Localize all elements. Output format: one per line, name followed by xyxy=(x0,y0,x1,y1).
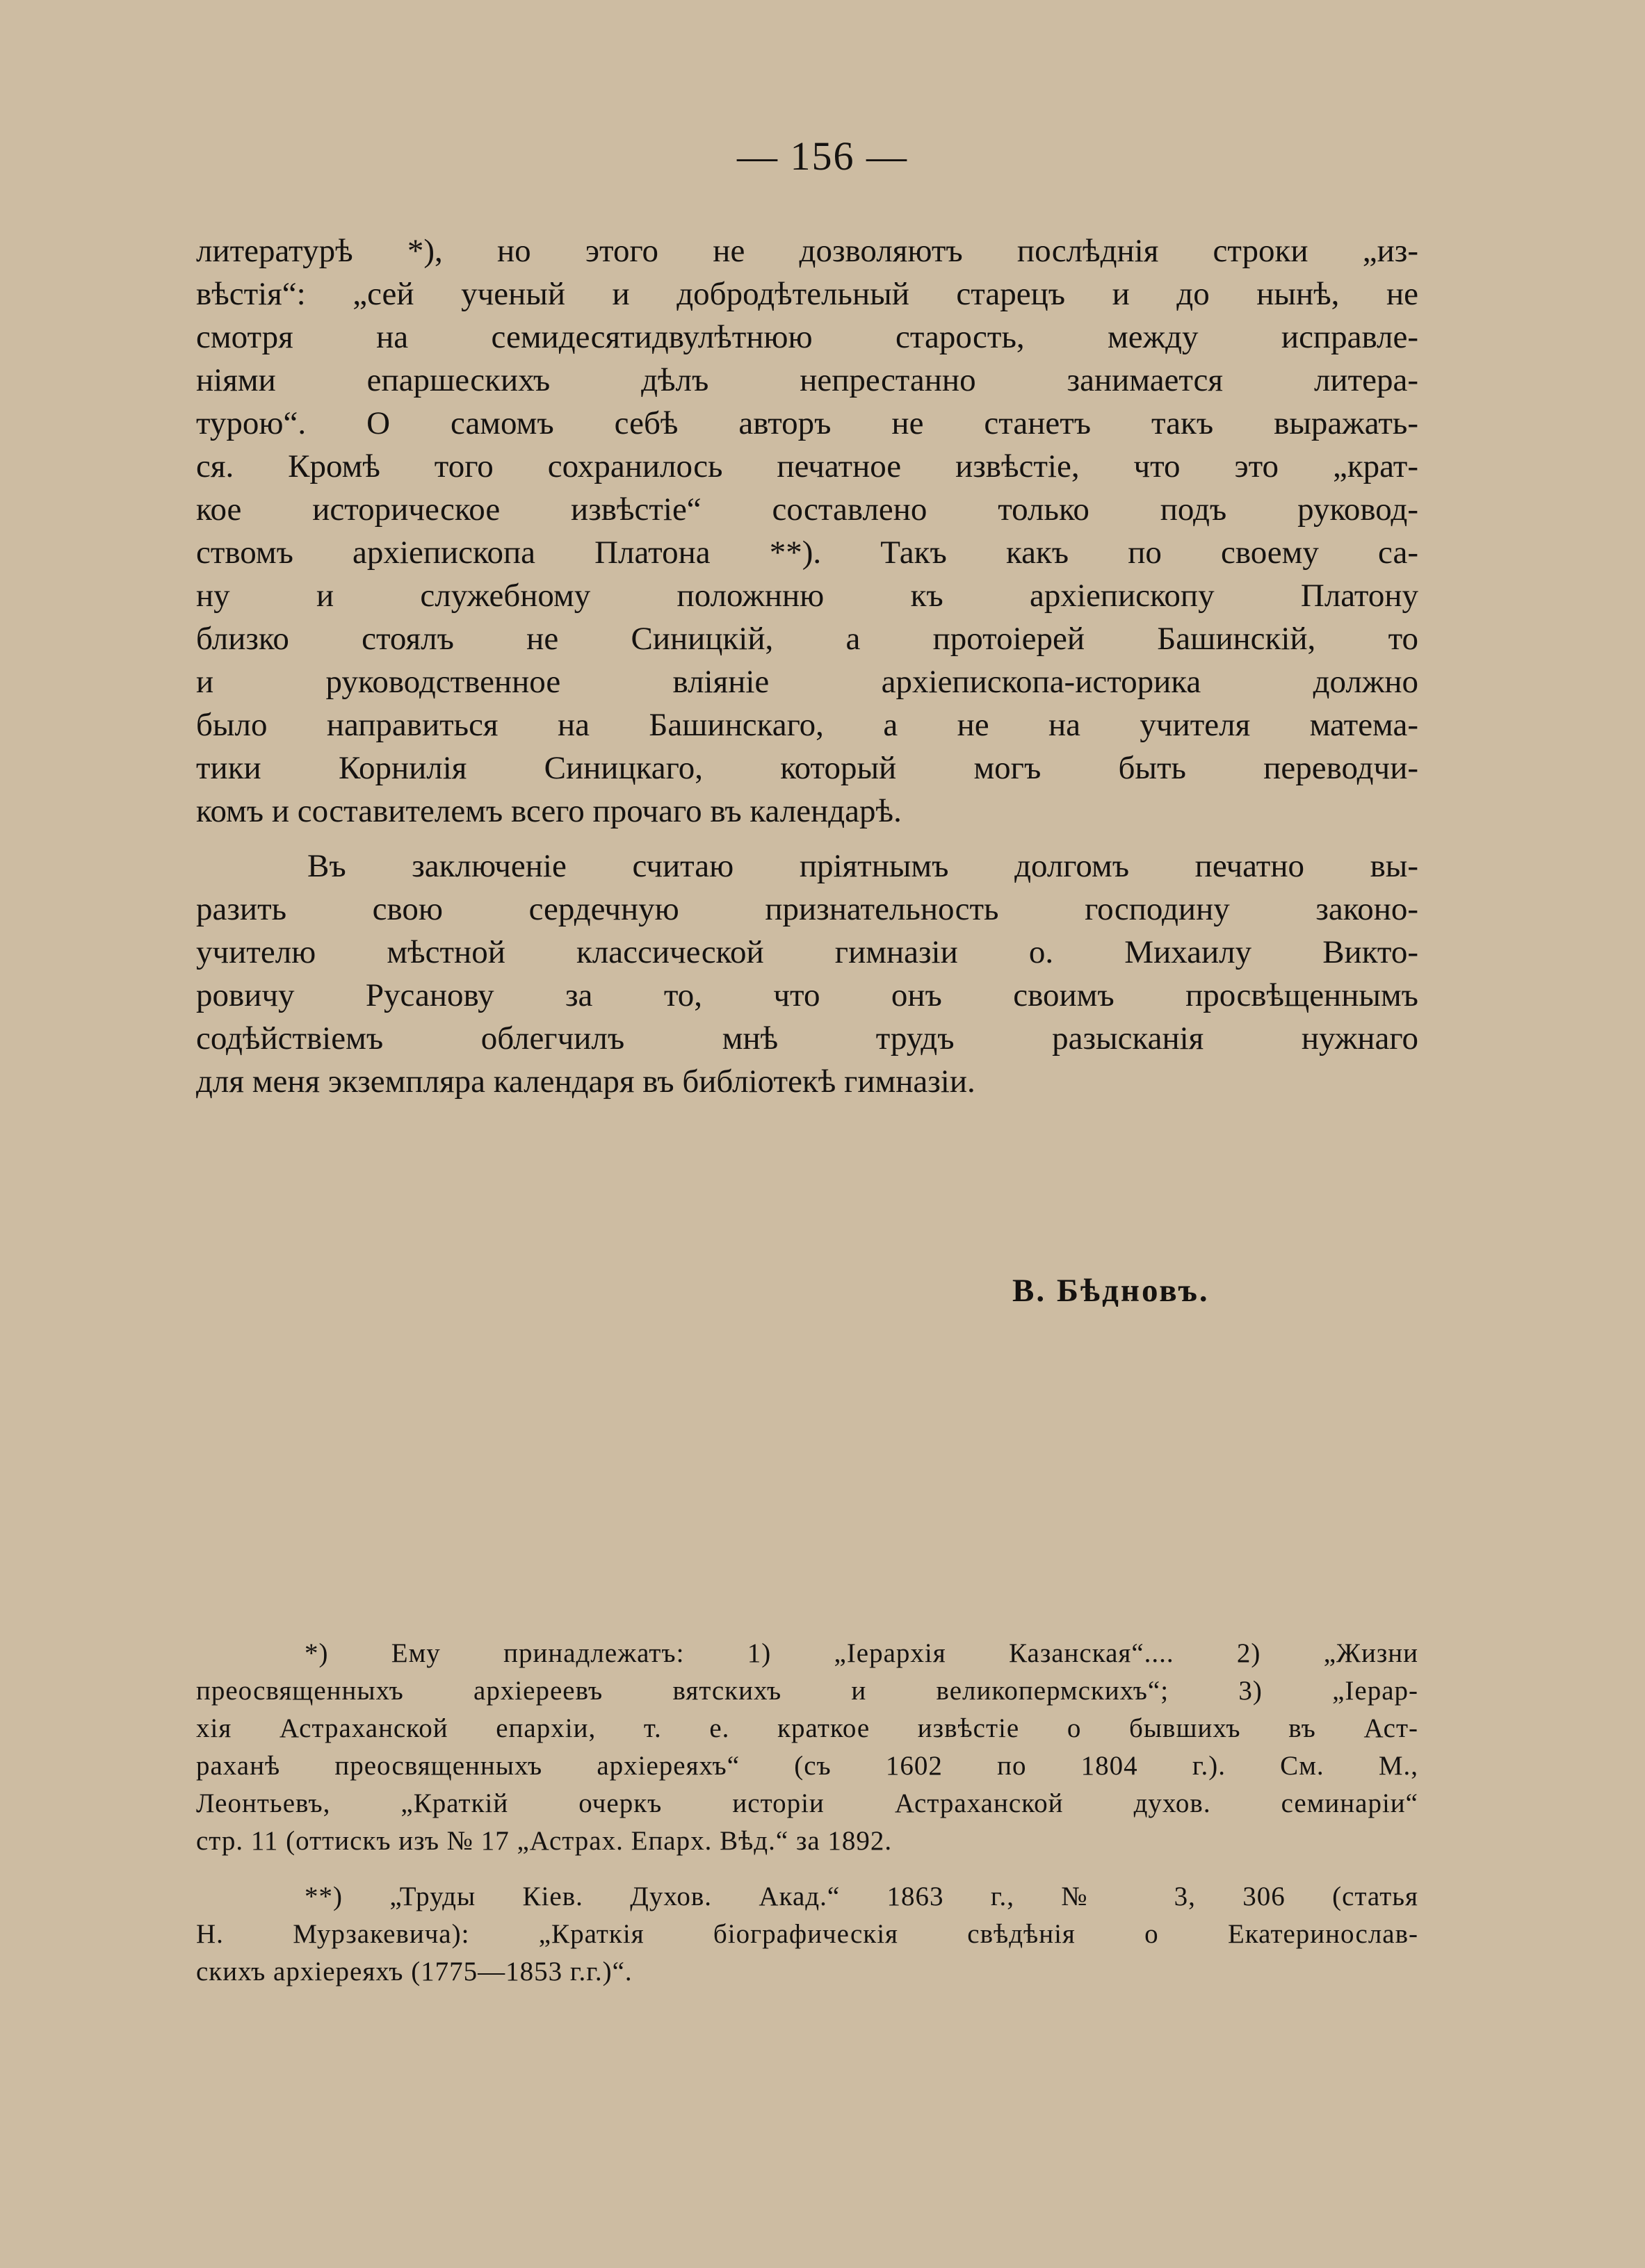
footnote-line: скихъ архіереяхъ (1775—1853 г.г.)“. xyxy=(196,1957,633,1986)
text-line: кое историческое извѣстіе“ составлено только подъ руковод- xyxy=(196,491,1418,528)
footnotes xyxy=(196,1635,1418,1991)
text-line: ровичу Русанову за то, что онъ своимъ просвѣщеннымъ xyxy=(196,977,1418,1013)
text-line: тики Корнилія Синицкаго, который могъ быть переводчи- xyxy=(196,750,1418,786)
text-line: литературѣ *), но этого не дозволяютъ послѣднія строки „из- xyxy=(196,233,1418,269)
footnote-2 xyxy=(196,1878,1418,1991)
footnote-line: стр. 11 (оттискъ изъ № 17 „Астрах. Епарх. Вѣд.“ за 1892. xyxy=(196,1826,893,1856)
main-text xyxy=(196,229,1418,1103)
page-number: — 156 — xyxy=(737,133,908,179)
text-line: ну и служебному положнню къ архіепископу Платону xyxy=(196,578,1418,614)
text-line: смотря на семидесятидвулѣтнюю старость, между исправле- xyxy=(196,319,1418,355)
text-line: комъ и составителемъ всего прочаго въ календарѣ. xyxy=(196,793,902,829)
footnote-line: хія Астраханской епархіи, т. е. краткое извѣстіе о бывшихъ въ Аст- xyxy=(196,1713,1418,1743)
text-line: было направиться на Башинскаго, а не на учителя матема- xyxy=(196,707,1418,743)
footnote-line: преосвященныхъ архіереевъ вятскихъ и великопермскихъ“; 3) „Іерар- xyxy=(196,1676,1418,1706)
text-line: турою“. О самомъ себѣ авторъ не станетъ такъ выражать- xyxy=(196,405,1418,441)
text-line: для меня экземпляра календаря въ библіотекѣ гимназіи. xyxy=(196,1063,975,1100)
text-line: ніями епаршескихъ дѣлъ непрестанно занимается литера- xyxy=(196,362,1418,398)
footnote-line: **) „Труды Кіев. Духов. Акад.“ 1863 г., № 3, 306 (статья xyxy=(305,1882,1418,1911)
footnote-line: Н. Мурзакевича): „Краткія біографическія свѣдѣнія о Екатеринослав- xyxy=(196,1919,1418,1949)
footnote-1 xyxy=(196,1635,1418,1860)
footnote-gap xyxy=(196,1860,1418,1878)
paragraph-gap xyxy=(196,833,1418,845)
text-line: вѣстія“: „сей ученый и добродѣтельный старецъ и до нынѣ, не xyxy=(196,276,1418,312)
text-line: учителю мѣстной классической гимназіи о. Михаилу Викто- xyxy=(196,934,1418,970)
text-line: разить свою сердечную признательность господину законо- xyxy=(196,891,1418,927)
text-line: ся. Кромѣ того сохранилось печатное извѣстіе, что это „крат- xyxy=(196,448,1418,484)
text-line: ствомъ архіепископа Платона **). Такъ какъ по своему са- xyxy=(196,535,1418,571)
footnote-line: *) Ему принадлежатъ: 1) „Іерархія Казанская“.... 2) „Жизни xyxy=(305,1638,1418,1668)
text-line: Въ заключеніе считаю пріятнымъ долгомъ печатно вы- xyxy=(307,848,1418,884)
text-line: близко стоялъ не Синицкій, а протоіерей Башинскій, то xyxy=(196,621,1418,657)
paragraph-1 xyxy=(196,229,1418,833)
text-line: и руководственное вліяніе архіепископа-историка должно xyxy=(196,664,1418,700)
footnote-line: Леонтьевъ, „Краткій очеркъ исторіи Астраханской духов. семинаріи“ xyxy=(196,1788,1418,1818)
text-line: содѣйствіемъ облегчилъ мнѣ трудъ разысканія нужнаго xyxy=(196,1020,1418,1057)
footnote-line: раханѣ преосвященныхъ архіереяхъ“ (съ 1602 по 1804 г.). См. М., xyxy=(196,1751,1418,1781)
author-signature: В. Бѣдновъ. xyxy=(1012,1273,1210,1309)
paragraph-2 xyxy=(196,845,1418,1103)
